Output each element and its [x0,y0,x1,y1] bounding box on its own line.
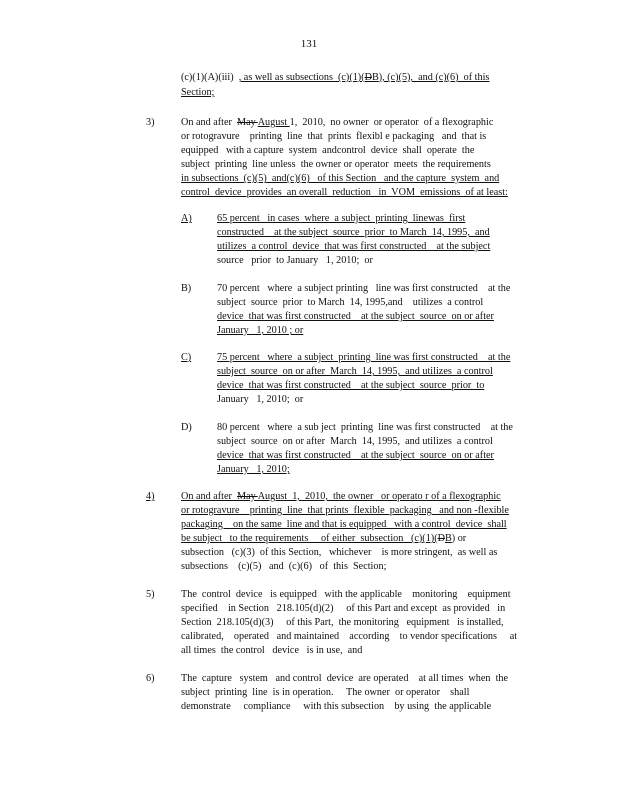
sub-c-line: 75 percent where a subject printing line was first constructed at the [217,352,511,363]
sub-b-line: subject source prior to March 14, 1995,and utilizes a control [217,297,484,308]
sub-c-line: subject source on or after March 14, 1995, and utilizes a control [217,366,493,377]
item-6-line: The capture system and control device are operated at all times when the [181,673,509,684]
item-4-line-3: packaging on the same line and that is equipped with a control device shall [181,519,507,530]
sub-a-line: constructed at the subject source prior to March 14, 1995, and [217,227,490,238]
item-3-line-6: control device provides an overall reduction in VOM emissions of at least: [181,187,508,198]
sub-d-line: 80 percent where a sub ject printing line was first constructed at the [217,422,513,433]
sub-b-label: B) [181,283,192,294]
sub-a-line: source prior to January 1, 2010; or [217,255,373,266]
page-number: 131 [300,38,318,50]
item-5-line: The control device is equipped with the applicable monitoring equipment [181,589,511,600]
intro-line-1 [181,71,489,85]
sub-a-line: utilizes a control device that was first constructed at the subject [217,241,491,252]
sub-d-line: subject source on or after March 14, 1995, and utilizes a control [217,436,493,447]
item-3-line-3: equipped with a capture system andcontrol device shall operate the [181,145,475,156]
item-6-number: 6) [146,673,155,684]
sub-d-line: January 1, 2010; [217,464,290,475]
item-3-inserted-text: August [257,117,290,128]
item-6-line: demonstrate compliance with this subsection by using the applicable [181,701,492,712]
sub-c-line: January 1, 2010; or [217,394,304,405]
item-6-line: subject printing line is in operation. The owner or operator shall [181,687,470,698]
item-4-line-6: subsections (c)(5) and (c)(6) of this Section; [181,561,387,572]
sub-a-label: A) [181,213,192,224]
sub-b-line: 70 percent where a subject printing line was first constructed at the [217,283,511,294]
item-4-line-2: or rotogravure printing line that prints flexible packaging and non -flexible [181,505,509,516]
sub-b-line: January 1, 2010 ; or [217,325,304,336]
item-4-struck-letter: D [437,533,445,544]
intro-line-1-inserted: , as well as subsections (c)(1)(DB), (c)(5), and (c)(6) of this [238,72,490,83]
item-4-line-4: be subject to the requirements of either subsection (c)(1)(DB) or [181,533,467,544]
item-4-number: 4) [146,491,155,502]
sub-d-label: D) [181,422,192,433]
item-4-struck-text: May [237,491,258,502]
item-3-number: 3) [146,117,155,128]
item-5-line: calibrated, operated and maintained according to vendor specifications at [181,631,518,642]
item-4-line-5: subsection (c)(3) of this Section, whichever is more stringent, as well as [181,547,498,558]
item-3-line-1: On and after May August 1, 2010, no owner or operator of a flexographic [181,117,494,128]
sub-d-line: device that was first constructed at the subject source on or after [217,450,494,461]
sub-c-label: C) [181,352,192,363]
item-3-line-5: in subsections (c)(5) and(c)(6) of this Section and the capture system and [181,173,500,184]
sub-b-line: device that was first constructed at the subject source on or after [217,311,494,322]
item-5-line: all times the control device is in use, and [181,645,363,656]
item-5-line: specified in Section 218.105(d)(2) of this Part and except as provided in [181,603,506,614]
sub-a-line: 65 percent in cases where a subject printing linewas first [217,213,466,224]
item-5-number: 5) [146,589,155,600]
item-3-struck-text: May [237,117,258,128]
intro-line-2: Section; [181,87,215,98]
intro-line-1-a: (c)(1)(A)(iii) [181,72,234,83]
item-4-line-1: On and after May August 1, 2010, the owner or operato r of a flexographic [181,491,501,502]
item-5-line: Section 218.105(d)(3) of this Part, the monitoring equipment is installed, [181,617,504,628]
intro-struck-text: D [364,72,372,83]
item-3-line-2: or rotogravure printing line that prints flexibl e packaging and that is [181,131,487,142]
item-3-line-4: subject printing line unless the owner or operator meets the requirements [181,159,491,170]
sub-c-line: device that was first constructed at the subject source prior to [217,380,485,391]
